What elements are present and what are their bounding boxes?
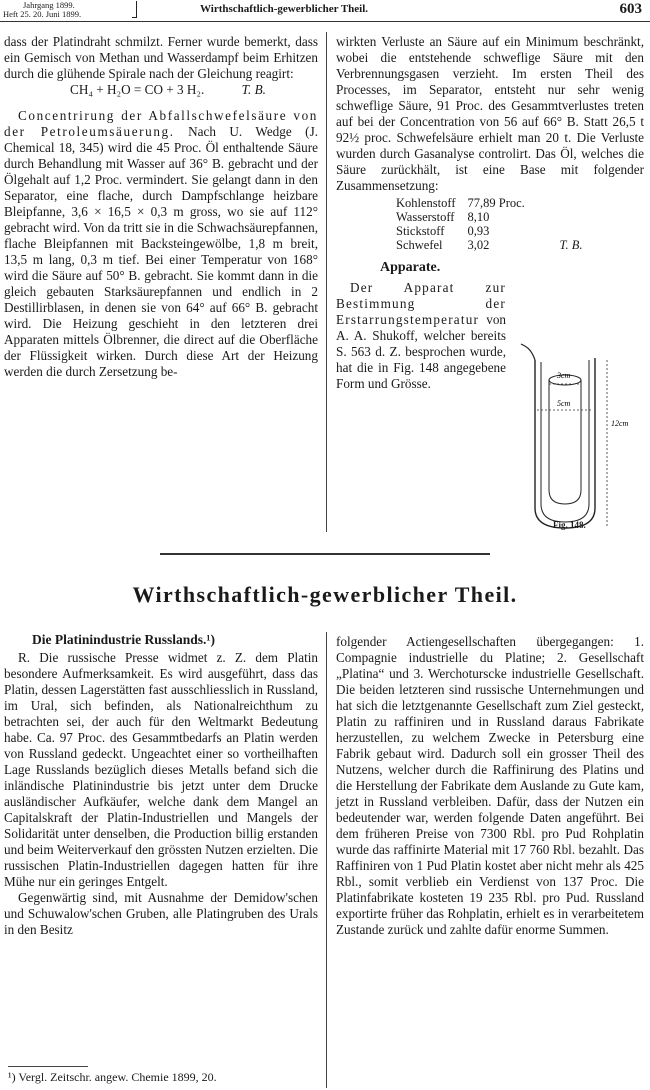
figure-caption: Fig. 148. xyxy=(553,520,586,530)
table-row xyxy=(396,238,595,252)
apparate-title: Der Apparat zur Bestimmung der Erstarrungstemperatur xyxy=(336,280,506,327)
apparate-body: von A. A. Shukoff, welcher bereits S. 563 d. Z. besprochen wurde, hat die in Fig. 148 angegebene Form und Grösse. xyxy=(336,312,506,391)
tube-lip xyxy=(521,344,535,360)
outer-tube xyxy=(535,358,595,528)
paragraph: R. Die russische Presse widmet z. Z. dem Platin besondere Aufmerksamkeit. Es wird ausgeführt, dass das Platin, dessen Lagerstätten fast ausschliesslich in Russland, im Ural, sich befinden, als Nationalreichthum zu betrachten sei, der auch für den Weltmarkt Bedeutung habe. Ca. 97 Proc. des Gesammtbedarfs an Platin werden von Russland gedeckt. Ungeachtet einer so vortheilhaften Lage Russlands bezüglich dieses Metalls befand sich die inländische Platinindustrie bis jetzt unter dem Drucke ausländischer Aufkäufer, welche dank dem Mangel an Capitalskraft der Platin-Industriellen und Mangels der Solidarität unter denselben, die Production billig erstanden und beim Weiterverkauf den grössten Nutzen erzielten. Die russischen Platin-Industriellen dagegen hatten für ihre Mühe nur ein geringes Entgelt. xyxy=(4,650,318,889)
header-bracket xyxy=(132,1,137,18)
equation: CH₄ + H₂O = CO + 3 H₂. xyxy=(70,82,205,97)
table-cell: 77,89 Proc. xyxy=(467,196,525,210)
apparate-text xyxy=(336,280,506,392)
table-cell: Kohlenstoff xyxy=(396,196,456,210)
table-row xyxy=(396,210,595,224)
figure-148 xyxy=(505,340,645,540)
table-cell: 0,93 xyxy=(467,224,490,238)
column-rule xyxy=(326,32,327,532)
footnote: ¹) Vergl. Zeitschr. angew. Chemie 1899, 20. xyxy=(8,1070,217,1084)
section-heading: Concentrirung der Abfallschwefelsäure von der Petroleumsäuerung. xyxy=(4,108,318,139)
paragraph: Gegenwärtig sind, mit Ausnahme der Demidow'schen und Schuwalow'schen Gruben, alle Platingruben des Urals in den Besitz xyxy=(4,890,318,937)
paragraph: wirkten Verluste an Säure auf ein Minimum beschränkt, wobei die entstehende schweflige Säure mit den Verbrennungsgasen verzieht. Im ersten Theil des Processes, im Separator, entsteht nur sehr wenig schweflige Säure, 91 Proc. des Gesammtverlustes treten auf bei der Concentration von 56 auf 66° B. Statt 26,5 t 92½ proc. Schwefelsäure erhielt man 20 t. Die Verluste wurden durch Gasanalyse controlirt. Das Öl, welches die Säure zurückhält, ist eine Base mit folgender Zusammensetzung: xyxy=(336,34,644,193)
author-initials: T. B. xyxy=(241,82,266,97)
article-title: Die Platinindustrie Russlands.¹) xyxy=(32,632,215,647)
composition-table xyxy=(396,196,595,252)
bottom-right-column xyxy=(336,634,644,938)
table-cell: 8,10 xyxy=(467,210,490,224)
paragraph xyxy=(4,108,318,380)
footnote-rule xyxy=(8,1066,88,1067)
table-cell: Wasserstoff xyxy=(396,210,455,224)
paragraph: folgender Actiengesellschaften übergegangen: 1. Compagnie industrielle du Platine; 2. Gesellschaft „Platina“ und 3. Werchoturscke industrielle Gesellschaft. Die beiden letzteren sind russische Unternehmungen und hat sich die letztgenannte Gesellschaft zum Ziel gesteckt, Platin zu raffiniren und in Russland daraus Fabrikate herzustellen, zu welchem Zwecke in Petersburg eine Fabrik gebaut wird. Dadurch soll ein grosser Theil des Nutzens, welcher durch die Raffinirung des Platins und die Herstellung der Fabrikate dem Auslande zu Gute kam, jetzt in Russland verbleiben. Dafür, dass der Nutzen ein bedeutender war, werden folgende Daten angeführt. Bei dem früheren Preise von 7300 Rbl. pro Pud Rohplatin wurde das raffinirte Material mit 17 760 Rbl. bezahlt. Das Raffiniren von 1 Pud Platin kostet aber nicht mehr als 425 Rbl., somit verblieb ein Verdienst von 137 Proc. Die Platinfabrikate kosteten 19 235 Rbl. pro Pud. Russland exportirte früher das Rohplatin, erhielt es in verarbeitetem Zustande zurück und zahlte dafür enorme Summen. xyxy=(336,634,644,937)
volume-line-1: Jahrgang 1899. xyxy=(23,0,75,10)
volume-line-2: Heft 25. 20. Juni 1899. xyxy=(3,8,82,19)
table-cell: Schwefel xyxy=(396,238,443,252)
table-row xyxy=(396,196,595,210)
table-cell: 3,02 xyxy=(467,238,490,252)
author-initials: T. B. xyxy=(559,238,583,252)
top-right-column xyxy=(336,34,644,392)
section-rule xyxy=(160,553,490,555)
header-rule xyxy=(0,21,650,22)
column-rule xyxy=(326,632,327,1088)
figure-label-3cm: 3cm xyxy=(557,371,571,380)
table-row xyxy=(396,224,595,238)
volume-info xyxy=(3,1,133,18)
page-header xyxy=(0,0,650,22)
paragraph: dass der Platindraht schmilzt. Ferner wurde bemerkt, dass ein Gemisch von Methan und Wasserdampf beim Erhitzen durch die glühende Spirale nach der Gleichung reagirt: xyxy=(4,34,318,81)
figure-label-5cm: 5cm xyxy=(557,399,571,408)
equation-line xyxy=(4,82,318,98)
paragraph-text: Nach U. Wedge (J. Chemical 18, 345) wird die 45 Proc. Öl enthaltende Säure durch Behandlung mit Wasser auf 36° B. gebracht und der Ölgehalt auf 1,2 Proc. vermindert. Sie gelangt dann in den Separator, eine flache, durch Dampfschlange heizbare Bleipfanne, 3,6 × 16,5 × 0,3 m gross, wo sie auf 112° gebracht wird. Von da tritt sie in die Schwachsäurepfannen, flache Bleipfannen mit Backsteingewölbe, 1,8 m breit, 13,5 m lang, 0,3 m tief. Bei einer Temperatur von 168° wird die Säure auf 50° B. gebracht. Sie kommt dann in die gleich gebauten Starksäurepfannen und endlich in 2 Destillirblasen, in denen sie von 64° auf 66° B. gebracht wird. Die Heizung geschieht in den letzteren drei Apparaten mittels Ölbrenner, die direct auf die Oberfläche der Flüssigkeit wirken. Durch diese Art der Heizung werden die durch Zersetzung be- xyxy=(4,124,319,379)
page-number: 603 xyxy=(619,1,642,17)
running-title: Wirthschaftlich-gewerblicher Theil. xyxy=(200,3,369,15)
section-title: Wirthschaftlich-gewerblicher Theil. xyxy=(132,582,518,607)
table-cell: Stickstoff xyxy=(396,224,445,238)
figure-label-12cm: 12cm xyxy=(611,419,629,428)
top-left-column xyxy=(4,34,318,380)
bottom-left-column xyxy=(4,632,318,938)
apparate-heading: Apparate. xyxy=(380,260,441,275)
